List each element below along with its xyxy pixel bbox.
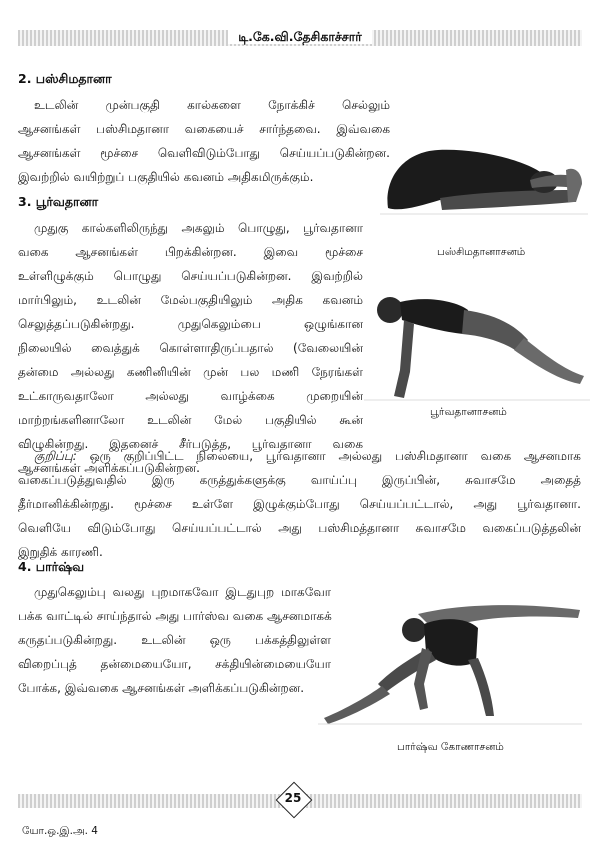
text-line: கருதப்படுகின்றது. உடலின் ஒரு பக்கத்திலுள்ள [18,633,331,647]
text-line: தன்மை அல்லது கணினியின் முன் பல மணி நேரங்கள் [18,365,363,379]
text-line: பக்க வாட்டில் சாய்ந்தால் அது பார்ஸ்வ வகை ஆசனமாகக் [18,609,332,623]
text-line: இவற்றில் வயிற்றுப் பகுதியில் கவனம் அதிகமிருக்கும். [18,170,314,184]
text-line: உட்காருவதாலோ அல்லது வாழ்க்கை முறையின் [18,389,363,403]
paragraph-paschimatana [18,93,390,189]
text-line: தீர்மானிக்கின்றது. மூச்சை உள்ளே இழுக்கும்போது செய்யப்பட்டால், அது பூர்வதானா. [18,497,581,511]
text-line: வகை ஆசனங்கள் பிறக்கின்றன. இவை மூச்சை [18,245,363,259]
page-number: 25 [284,791,302,805]
paschimatanasana-figure [380,140,588,218]
running-header [0,29,600,46]
text-line: செலுத்தப்படுகின்றது. முதுகெலும்பை ஒழுங்கான [18,317,363,331]
section-heading-paschimatana: 2. பஸ்சிமதானா [18,71,112,86]
text-line: மார்பிலும், உடலின் மேல்பகுதியிலும் அதிக கவனம் [18,293,363,307]
text-line: விழுகின்றது. இதனைச் சீர்படுத்த, பூர்வதானா வகை [18,437,363,451]
text-line: மாற்றங்களினாலோ உடலின் மேல் பகுதியில் கூன் [18,413,363,427]
author-name: டி.கே.வி.தேசிகாச்சார் [228,29,372,44]
section-heading-parshva: 4. பார்ஷ்வ [18,559,85,574]
text-line: ஆசனங்கள் அளிக்கப்படுகின்றன. [18,461,200,475]
paragraph-purvatana [18,216,363,480]
text-line: முதுகு கால்களிலிருந்து அகலும் பொழுது, பூர்வதானா [34,221,363,235]
page-number-badge [276,782,310,816]
paragraph-parshva [18,580,331,700]
note-label: குறிப்பு: [34,449,77,463]
section-heading-purvatana: 3. பூர்வதானா [18,194,99,209]
text-line [18,444,581,468]
parshva-konasana-figure [318,600,582,726]
text-line: ஆசனங்கள் மூச்சை வெளிவிடும்போது செய்யப்படுகின்றன. [18,146,390,160]
text-line: நிலையில் வைத்துக் கொள்ளாதிருப்பதால் (வேலையின் [18,341,363,355]
figure-caption: பார்ஷ்வ கோணாசனம் [397,741,504,753]
note-first-line-text: ஒரு குறிப்பிட்ட நிலையை, பூர்வதானா அல்லது பஸ்சிமதானா வகை ஆசனமாக [89,449,581,463]
text-line: முதுகெலும்பு வலது புறமாகவோ இடதுபுற மாகவோ [34,585,331,599]
print-signature: யோ.ஒ.இ.அ. 4 [22,825,98,837]
text-line: இறுதிக் காரணி. [18,545,103,559]
figure-caption: பஸ்சிமதானாசனம் [437,246,526,258]
text-line: உடலின் முன்பகுதி கால்களை நோக்கிச் செல்லும் [34,98,390,112]
text-line: வகைப்படுத்துவதில் இரு கருத்துக்களுக்கு வாய்ப்பு இருப்பின், சுவாசமே அதைத் [18,473,581,487]
text-line: ஆசனங்கள் பஸ்சிமதானா வகையைச் சார்ந்தவை. இவ்வகை [18,122,390,136]
note-paragraph [18,444,581,564]
text-line: வெளியே விடும்போது செய்யப்பட்டால் அது பஸ்சிமத்தானா சுவாசமே வகைப்படுத்தலின் [18,521,581,535]
text-line: போக்க, இவ்வகை ஆசனங்கள் அளிக்கப்படுகின்றன. [18,681,305,695]
purvatanasana-figure [364,290,590,402]
figure-caption: பூர்வதானாசனம் [430,406,507,418]
text-line: உள்ளிழுக்கும் பொழுது செய்யப்படுகின்றன. இவற்றில் [18,269,363,283]
text-line: விறைப்புத் தன்மையையோ, சக்தியின்மையையோ [18,657,331,671]
